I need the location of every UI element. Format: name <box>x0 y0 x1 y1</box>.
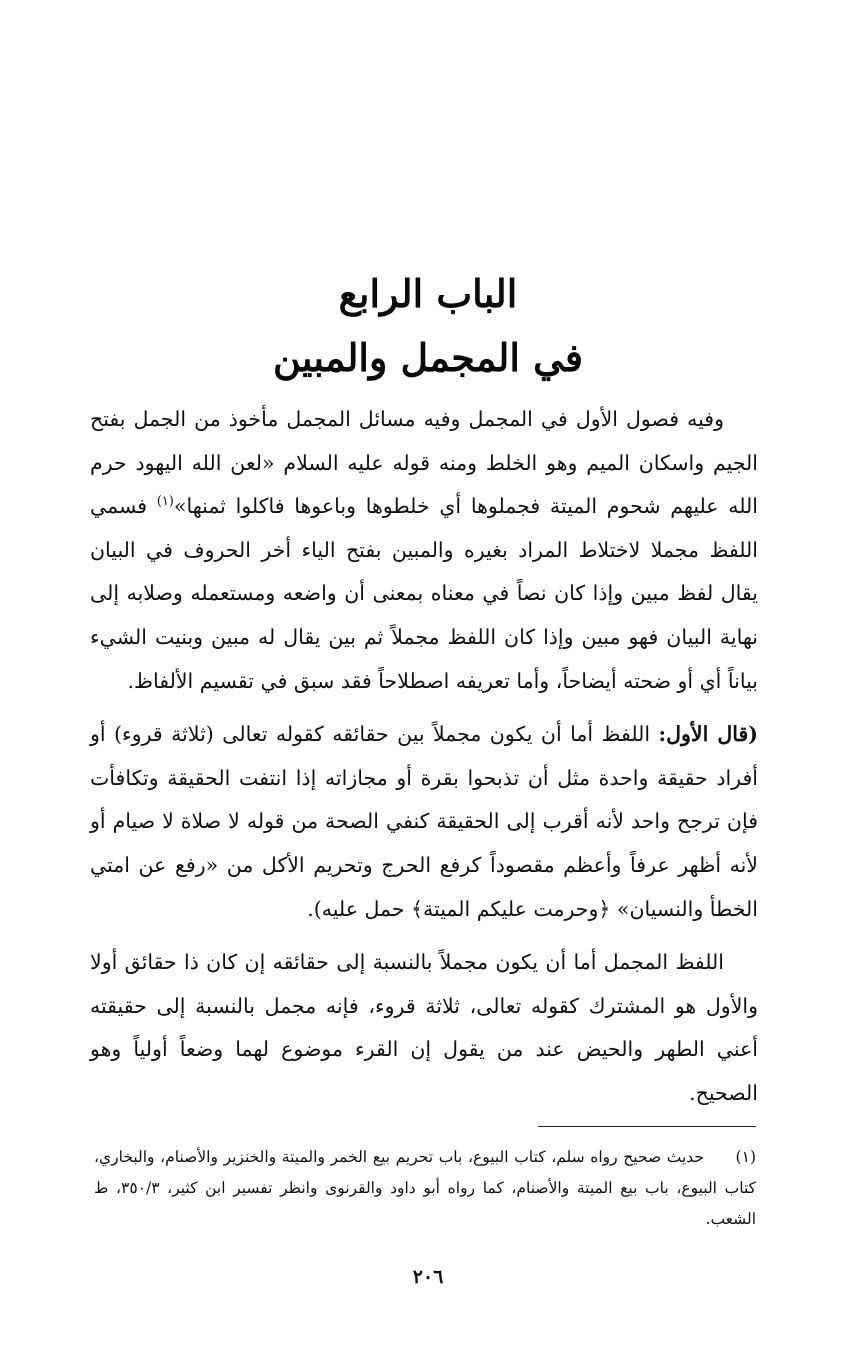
commentary-text: اللفظ المجمل أما أن يكون مجملاً بالنسبة إلى حقائقه إن كان ذا حقائق أولا والأول هو المشترك كقوله تعالى، ثلاثة قروء، فإنه مجمل بالنسبة إلى حقيقته أعني الطهر والحيض عند من يقول إن القرء موضوع لهما وضعاً أولياً وهو الصحيح. <box>90 950 758 1105</box>
footnote-number: (١) <box>735 1148 756 1166</box>
main-text <box>90 398 758 1116</box>
quote-text: اللفظ أما أن يكون مجملاً بين حقائقه كقوله تعالى (ثلاثة قروء) أو أفراد حقيقة واحدة مثل أن تذبحوا بقرة أو مجازاته إذا انتفت الحقيقة وتكافأت فإن ترجح واحد لأنه أقرب إلى الحقيقة كنفي الصحة من قوله لا صلاة لا صيام أو لأنه أظهر عرفاً وأعظم مقصوداً كرفع الحرج وتحريم الأكل من «رفع عن امتي الخطأ والنسيان» ﴿وحرمت عليكم الميتة﴾ حمل عليه). <box>90 722 758 921</box>
paragraph-intro-text-before: وفيه فصول الأول في المجمل وفيه مسائل المجمل مأخوذ من الجمل بفتح الجيم واسكان الميم وهو الخلط ومنه قوله عليه السلام «لعن الله اليهود حرم الله عليهم شحوم الميتة فجملوها أي خلطوها وباعوها فاكلوا ثمنها» <box>90 407 758 519</box>
quote-lead: (قال الأول: <box>658 722 758 747</box>
paragraph-quote <box>90 713 758 931</box>
chapter-subtitle: في المجمل والمبين <box>273 335 583 380</box>
chapter-heading <box>0 262 856 390</box>
footnote-reference[interactable]: (١) <box>156 494 174 510</box>
paragraph-commentary <box>90 941 758 1115</box>
footnote <box>94 1142 756 1235</box>
paragraph-intro <box>90 398 758 703</box>
paragraph-intro-text-after: فسمي اللفظ مجملا لاختلاط المراد بغيره والمبين بفتح الياء أخر الحروف في البيان يقال لفظ مبين وإذا كان نصاً في معناه بمعنى أن واضعه ومستعمله وصلابه إلى نهاية البيان فهو مبين وإذا كان اللفظ مجملاً ثم بين يقال له مبين وبنيت الشيء بياناً أي أو ضحته أيضاحاً، وأما تعريفه اصطلاحاً فقد سبق في تقسيم الألفاظ. <box>90 494 758 693</box>
footnote-text: حديث صحيح رواه سلم، كتاب البيوع، باب تحريم بيع الخمر والميتة والخنزير والأصنام، والبخاري، كتاب البيوع، باب بيع الميتة والأصنام، كما رواه أبو داود والقرنوى وانظر تفسير ابن كثير، ٣٥٠/٣، ط الشعب. <box>94 1148 757 1228</box>
page-number: ٢٠٦ <box>412 1266 444 1288</box>
footnote-divider <box>538 1126 756 1127</box>
chapter-title: الباب الرابع <box>338 271 518 316</box>
